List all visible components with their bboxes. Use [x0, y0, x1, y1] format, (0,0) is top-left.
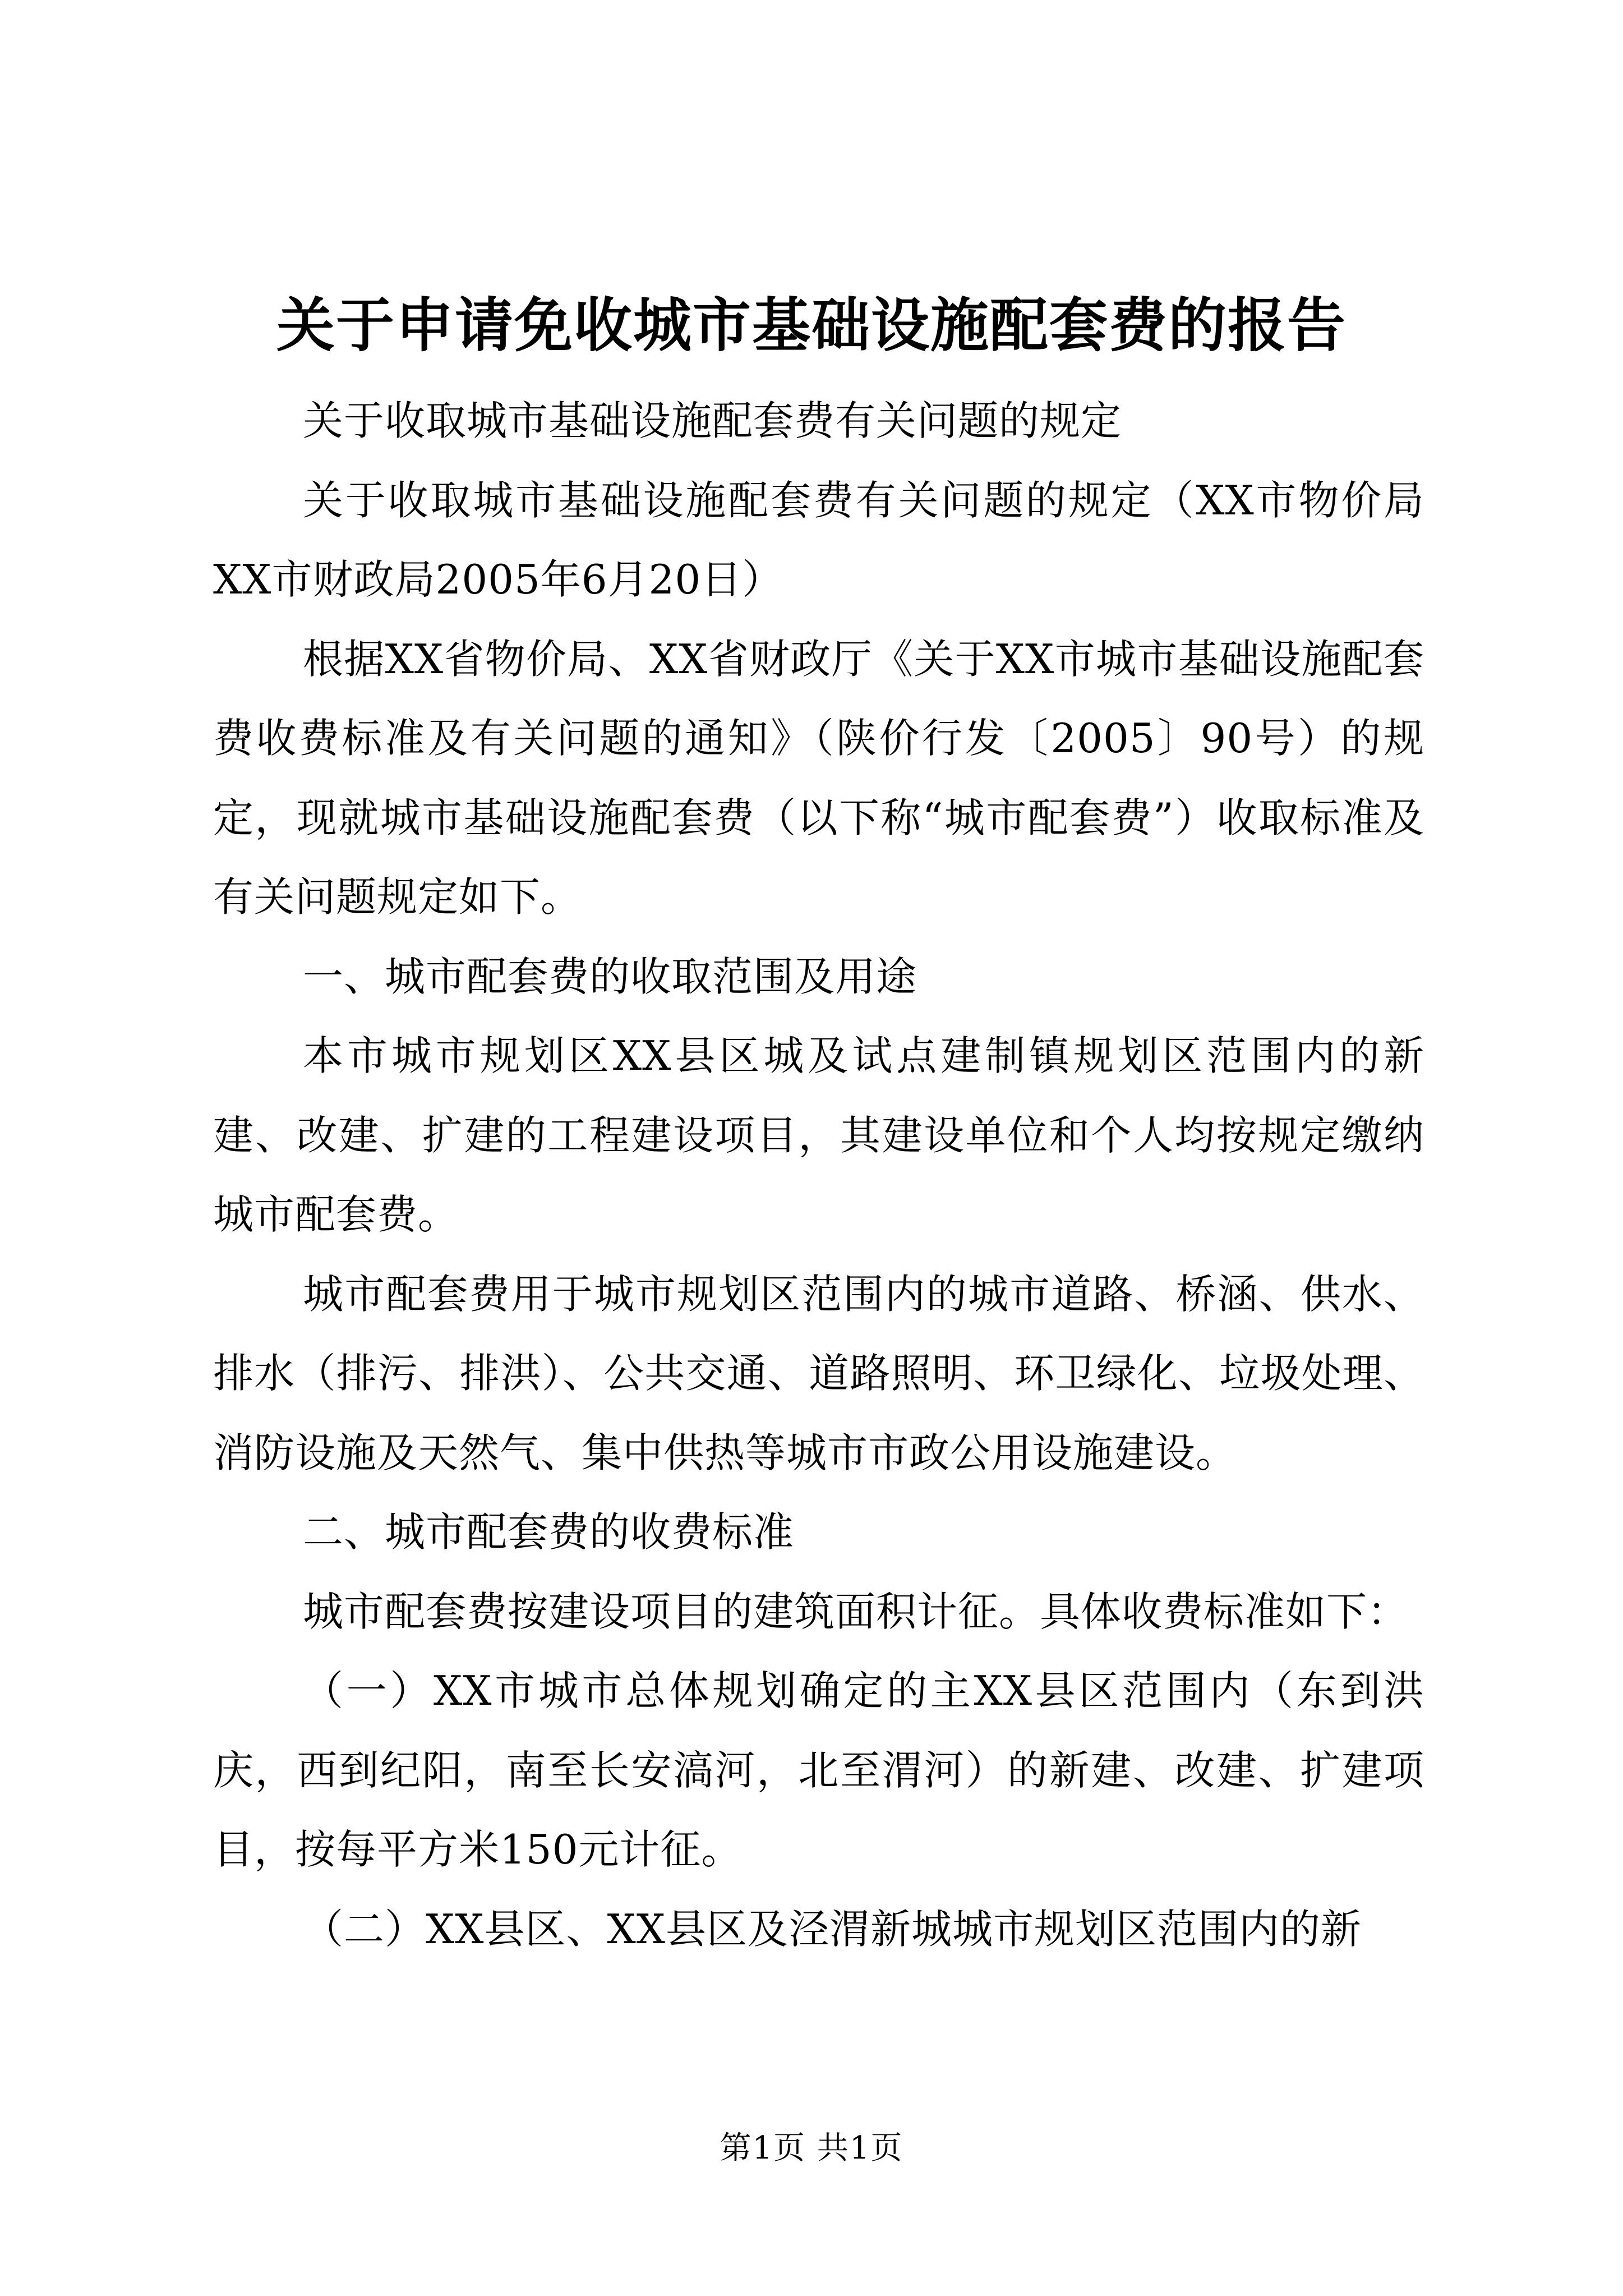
section-heading-scope: 一、城市配套费的收取范围及用途	[303, 953, 917, 1000]
paragraph-scope: 本市城市规划区XX县区城及试点建制镇规划区范围内的新建、改建、扩建的工程建设项目，其建设单位和个人均按规定缴纳城市配套费。	[213, 1032, 1424, 1238]
paragraph-standard-item-1: （一）XX市城市总体规划确定的主XX县区范围内（东到洪庆，西到纪阳，南至长安滈河，北至渭河）的新建、改建、扩建项目，按每平方米150元计征。	[213, 1667, 1424, 1873]
document-body	[213, 381, 1424, 1969]
paragraph-standard-item-2: （二）XX县区、XX县区及泾渭新城城市规划区范围内的新	[303, 1905, 1362, 1953]
paragraph-standard-intro: 城市配套费按建设项目的建筑面积计征。具体收费标准如下：	[303, 1588, 1409, 1635]
document-title: 关于申请免收城市基础设施配套费的报告	[276, 291, 1347, 360]
paragraph-regulation-source: 关于收取城市基础设施配套费有关问题的规定（XX市物价局XX市财政局2005年6月20日）	[213, 476, 1424, 603]
page-footer: 第1页 共1页	[720, 2130, 903, 2166]
paragraph-basis: 根据XX省物价局、XX省财政厅《关于XX市城市基础设施配套费收费标准及有关问题的通知》（陕价行发〔2005〕90号）的规定，现就城市基础设施配套费（以下称“城市配套费”）收取标准及有关问题规定如下。	[213, 635, 1424, 921]
paragraph-usage: 城市配套费用于城市规划区范围内的城市道路、桥涵、供水、排水（排污、排洪）、公共交通、道路照明、环卫绿化、垃圾处理、消防设施及天然气、集中供热等城市市政公用设施建设。	[213, 1270, 1424, 1476]
section-heading-standard: 二、城市配套费的收费标准	[303, 1508, 795, 1556]
paragraph-subtitle: 关于收取城市基础设施配套费有关问题的规定	[303, 397, 1122, 444]
